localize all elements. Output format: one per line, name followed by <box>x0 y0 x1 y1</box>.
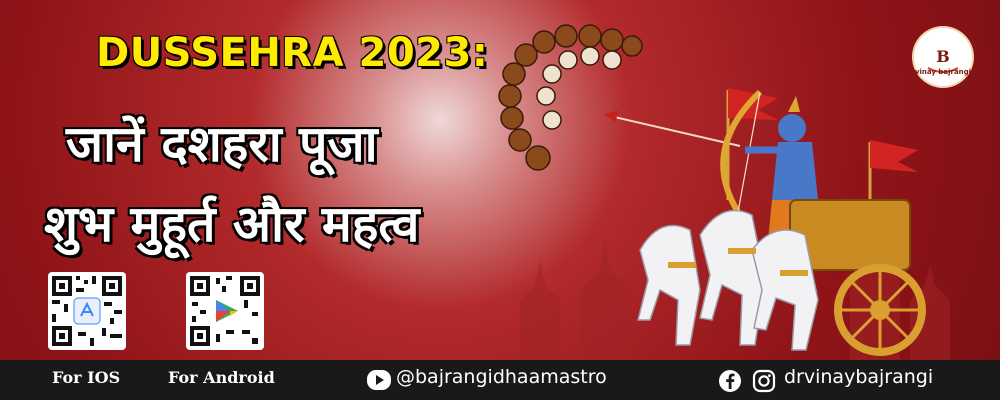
arrow-head <box>604 110 618 122</box>
ravana-heads <box>499 25 642 170</box>
youtube-icon[interactable] <box>366 369 392 391</box>
logo-text: vinay bajrangi <box>914 68 972 76</box>
social-handle[interactable]: drvinaybajrangi <box>784 366 934 388</box>
android-label: For Android <box>168 368 275 387</box>
youtube-handle[interactable]: @bajrangidhaamastro <box>396 366 607 388</box>
title-hindi-line1: जानें दशहरा पूजा <box>66 115 378 173</box>
svg-text:B: B <box>936 47 950 66</box>
qr-code-ios[interactable] <box>48 272 126 350</box>
footer-bar <box>0 360 1000 400</box>
qr-code-android[interactable] <box>186 272 264 350</box>
arrow <box>610 116 740 146</box>
horses <box>638 211 818 351</box>
qr-ios-icon <box>48 272 126 350</box>
title-hindi-line2: शुभ मुहूर्त और महत्व <box>44 195 420 253</box>
brand-logo[interactable] <box>914 28 972 86</box>
title-english: DUSSEHRA 2023: <box>96 30 489 76</box>
logo-emblem-icon <box>914 28 972 86</box>
facebook-icon[interactable] <box>718 369 742 393</box>
instagram-icon[interactable] <box>752 369 776 393</box>
qr-android-icon <box>186 272 264 350</box>
ios-label: For IOS <box>52 368 121 387</box>
